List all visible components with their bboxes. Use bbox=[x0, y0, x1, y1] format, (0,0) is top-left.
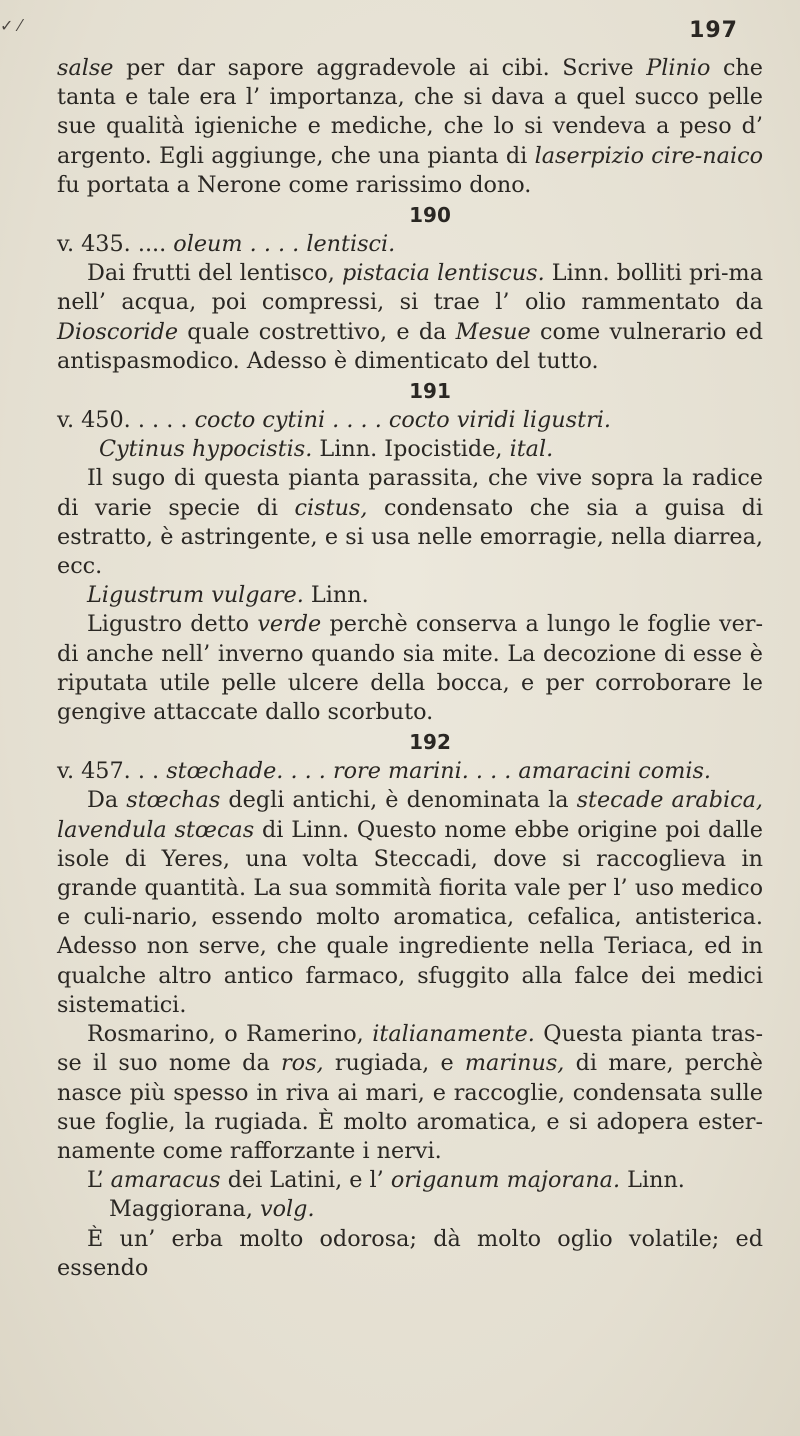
verse-reference: v. 457. . . stœchade. . . . rore marini. . . . amaracini comis. bbox=[57, 758, 712, 785]
section-paragraph: Ligustro detto verde perchè conserva a lungo le foglie ver-di anche nell’ inverno quando sia mite. La decozione di esse è riputata utile pelle ulcere della bocca, e per corroborare le gengive attaccate dallo scorbuto. bbox=[57, 611, 763, 726]
section-number: 191 bbox=[409, 379, 451, 404]
section-number: 190 bbox=[409, 203, 451, 228]
section-paragraph: Da stœchas degli antichi, è denominata la stecade arabica, lavendula stœcas di Linn. Questo nome ebbe origine poi dalle isole di Yeres, una volta Steccadi, dove si raccoglieva in grande quantità. La sua sommità fiorita vale per l’ uso medico e culi-nario, essendo molto aromatica, cefalica, antisterica. Adesso non serve, che quale ingrediente nella Teriaca, ed in qualche altro antico farmaco, sfuggito alla falce dei medici sistematici. bbox=[57, 787, 763, 1018]
page-number: 197 bbox=[689, 18, 738, 43]
verse-reference: v. 450. . . . . cocto cytini . . . . cocto viridi ligustri. bbox=[57, 407, 611, 434]
page-text bbox=[57, 54, 763, 1283]
plant-name: L’ amaracus dei Latini, e l’ origanum majorana. Linn. bbox=[87, 1167, 685, 1194]
section-paragraph: Rosmarino, o Ramerino, italianamente. Questa pianta tras-se il suo nome da ros, rugiada, e marinus, di mare, perchè nasce più spesso in riva ai mari, e raccoglie, condensata sulle sue foglie, la rugiada. È molto aromatica, e si adopera ester-namente come rafforzante i nervi. bbox=[57, 1021, 764, 1164]
verse-reference: v. 435. .... oleum . . . . lentisci. bbox=[57, 231, 396, 258]
section-paragraph: Dai frutti del lentisco, pistacia lentiscus. Linn. bolliti pri-ma nell’ acqua, poi compressi, si trae l’ olio rammentato da Dioscoride quale costrettivo, e da Mesue come vulnerario ed antispasmodico. Adesso è dimenticato del tutto. bbox=[57, 260, 763, 374]
plant-name: Maggiorana, volg. bbox=[109, 1196, 315, 1223]
margin-mark: ✓ ⁄ bbox=[0, 16, 22, 35]
section-paragraph: Il sugo di questa pianta parassita, che vive sopra la radice di varie specie di cistus, condensato che sia a guisa di estratto, è astringente, e si usa nelle emorragie, nella diarrea, ecc. bbox=[57, 465, 763, 580]
plant-name: Ligustrum vulgare. Linn. bbox=[87, 582, 369, 609]
paragraph-intro: salse per dar sapore aggradevole ai cibi. Scrive Plinio che tanta e tale era l’ importanza, che si dava a quel succo pelle sue qualità igieniche e mediche, che lo si vendeva a peso d’ argento. Egli aggiunge, che una pianta di laserpizio cire-naico fu portata a Nerone come rarissimo dono. bbox=[57, 55, 763, 198]
section-number: 192 bbox=[409, 730, 451, 755]
section-paragraph: È un’ erba molto odorosa; dà molto oglio volatile; ed essendo bbox=[57, 1225, 763, 1281]
plant-name: Cytinus hypocistis. Linn. Ipocistide, ital. bbox=[99, 436, 554, 463]
